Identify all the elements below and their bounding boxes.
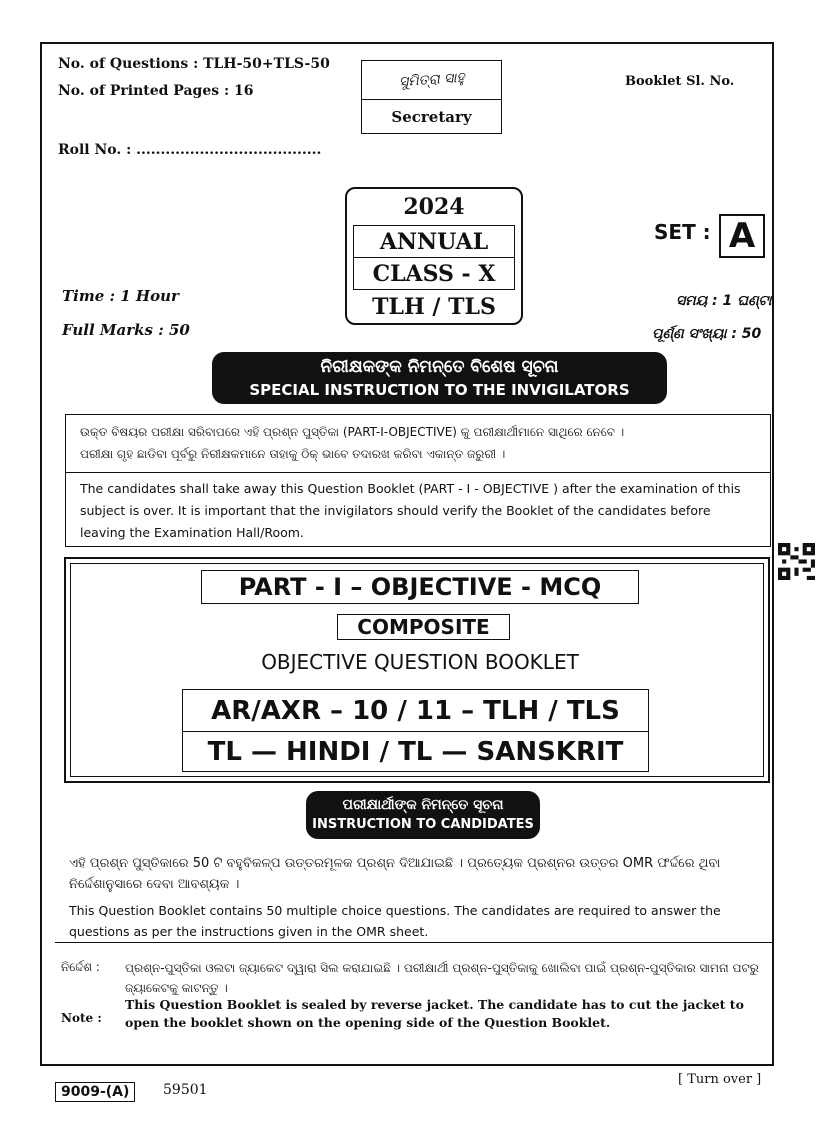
roll-no: Roll No. : ...................................... bbox=[58, 142, 322, 158]
set-value: A bbox=[719, 214, 765, 258]
note-label-odia: ନିର୍ଦ୍ଦେଶ : bbox=[61, 960, 100, 974]
exam-type: ANNUAL bbox=[353, 226, 515, 258]
booklet-serial: Booklet Sl. No. bbox=[625, 74, 735, 89]
odia-line-1: ଉକ୍ତ ବିଷୟର ପରୀକ୍ଷା ସରିବାପରେ ଏହି ପ୍ରଶ୍ନ ପୁସ୍ତିକା (PART-I-OBJECTIVE) କୁ ପରୀକ୍ଷାର୍ଥୀମାନେ ସାଥିରେ ନେବେ । bbox=[80, 425, 625, 439]
candidates-banner bbox=[306, 791, 540, 839]
note-section bbox=[55, 944, 773, 1066]
time-odia: ସମୟ : 1 ଘଣ୍ଟା bbox=[676, 293, 772, 309]
composite-label: COMPOSITE bbox=[337, 614, 510, 640]
invigilator-banner bbox=[212, 352, 667, 404]
candidates-instruction bbox=[55, 845, 773, 943]
full-marks: Full Marks : 50 bbox=[62, 321, 190, 339]
exam-class: CLASS - X bbox=[353, 258, 515, 290]
note-english-text: This Question Booklet is sealed by reverse jacket. The candidate has to cut the jacket to open the booklet shown on the opening side of the Question Booklet. bbox=[125, 997, 744, 1030]
note-label: Note : bbox=[61, 1011, 102, 1025]
time: Time : 1 Hour bbox=[62, 287, 179, 305]
turn-over: [ Turn over ] bbox=[678, 1072, 762, 1087]
booklet-code: 9009-(A) bbox=[55, 1082, 135, 1102]
part-label: PART - I – OBJECTIVE - MCQ bbox=[201, 570, 639, 604]
exam-code: TLH / TLS bbox=[372, 294, 496, 320]
note-odia-text: ପ୍ରଶ୍ନ-ପୁସ୍ତିକା ଓଲଟା ଜ୍ୟାକେଟ ଦ୍ୱାରା ସିଲ କରାଯାଇଛି । ପରୀକ୍ଷାର୍ଥୀ ପ୍ରଶ୍ନ-ପୁସ୍ତିକାକୁ ଖୋଲିବା ପାଇଁ ପ୍ରଶ୍ନ-ପୁସ୍ତିକାର ସାମନା ପଟରୁ ଜ୍ୟାକେଟକୁ କାଟନ୍ତୁ । bbox=[125, 961, 759, 995]
invigilator-odia-text bbox=[66, 415, 770, 473]
secretary-signature-box bbox=[361, 60, 502, 134]
exam-info-box bbox=[345, 187, 523, 325]
odia-line-2: ପରୀକ୍ଷା ଗୃହ ଛାଡିବା ପୂର୍ବରୁ ନିରୀକ୍ଷକମାନେ ତାହାକୁ ଠିକ୍ ଭାବେ ତଦାରଖ କରିବା ଏକାନ୍ତ ଜରୁରୀ । bbox=[80, 447, 506, 461]
candidates-title-odia: ପରୀକ୍ଷାର୍ଥୀଙ୍କ ନିମନ୍ତେ ସୂଚନା bbox=[342, 797, 504, 813]
candidates-title: INSTRUCTION TO CANDIDATES bbox=[312, 817, 534, 832]
invigilator-instruction-box bbox=[65, 414, 771, 547]
questions-count: No. of Questions : TLH-50+TLS-50 bbox=[58, 56, 330, 72]
invigilator-title-odia: ନିରୀକ୍ଷକଙ୍କ ନିମନ୍ତେ ବିଶେଷ ସୂଚନା bbox=[320, 357, 559, 377]
candidates-english-text: This Question Booklet contains 50 multiple choice questions. The candidates are required to answer the questions as per the instructions given in the OMR sheet. bbox=[69, 903, 721, 939]
booklet-title: OBJECTIVE QUESTION BOOKLET bbox=[261, 650, 579, 674]
invigilator-title: SPECIAL INSTRUCTION TO THE INVIGILATORS bbox=[249, 381, 630, 399]
subject-name: TL — HINDI / TL — SANSKRIT bbox=[182, 732, 649, 772]
invigilator-english-text: The candidates shall take away this Question Booklet (PART - I - OBJECTIVE ) after the examination of this subject is over. It is important that the invigilators should verify the Booklet of the candidates before leaving the Examination Hall/Room. bbox=[80, 481, 741, 540]
booklet-number: 59501 bbox=[163, 1082, 208, 1098]
signature bbox=[362, 61, 501, 100]
candidates-odia-text: ଏହି ପ୍ରଶ୍ନ ପୁସ୍ତିକାରେ 50 ଟି ବହୁବିକଳ୍ପ ଉତ୍ତରମୂଳକ ପ୍ରଶ୍ନ ଦିଆଯାଇଛି । ପ୍ରତ୍ୟେକ ପ୍ରଶ୍ନର ଉତ୍ତର OMR ଫର୍ଦ୍ଦରେ ଥିବା ନିର୍ଦ୍ଦେଶାନୁସାରେ ଦେବା ଆବଶ୍ୟକ । bbox=[69, 856, 721, 892]
exam-year: 2024 bbox=[353, 189, 515, 226]
qr-code-icon bbox=[778, 543, 815, 580]
signature-text: ସୁମିତ୍ରା ସାହୁ bbox=[398, 69, 465, 91]
set-label: SET : bbox=[654, 220, 711, 244]
subject-code: AR/AXR – 10 / 11 – TLH / TLS bbox=[182, 689, 649, 732]
printed-pages: No. of Printed Pages : 16 bbox=[58, 83, 254, 99]
marks-odia: ପୂର୍ଣ୍ଣ ସଂଖ୍ୟା : 50 bbox=[652, 326, 762, 342]
secretary-label: Secretary bbox=[391, 108, 472, 126]
